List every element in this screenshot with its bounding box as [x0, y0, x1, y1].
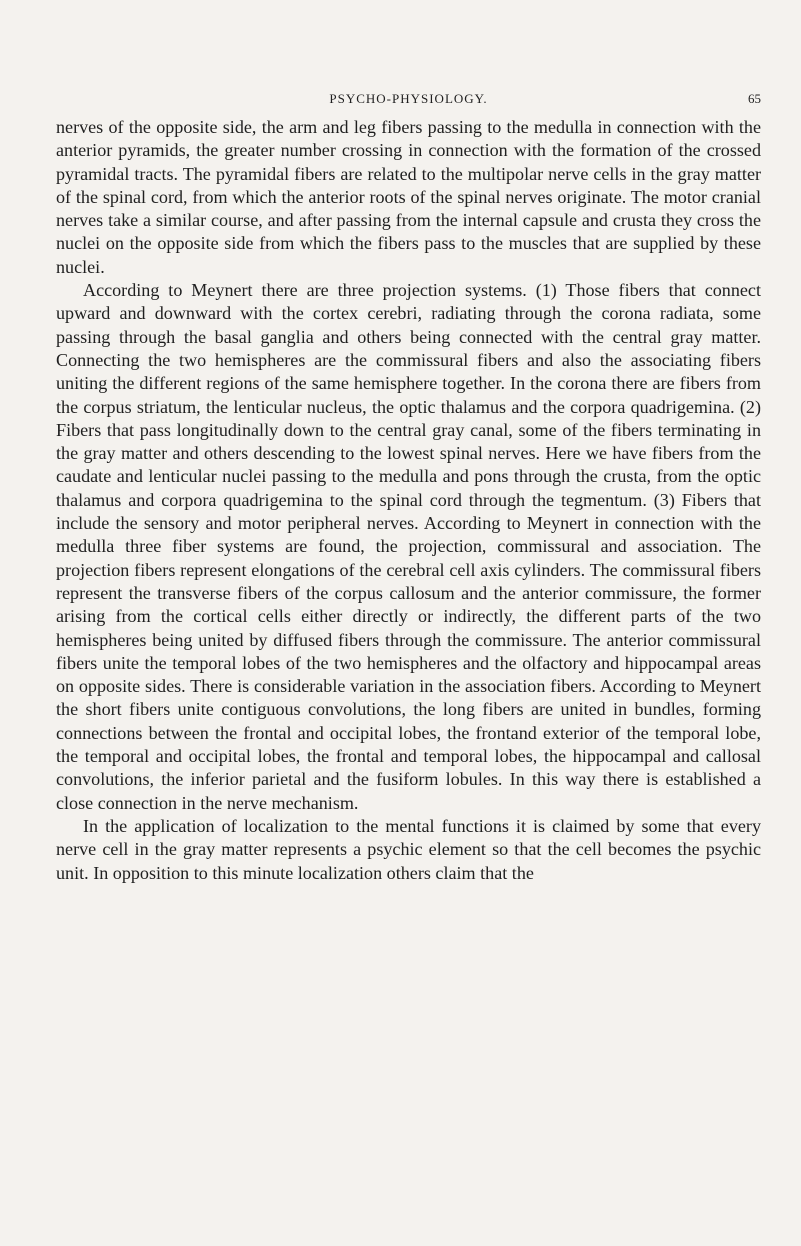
running-title: PSYCHO-PHYSIOLOGY. [329, 91, 488, 106]
paragraph: According to Meynert there are three projection systems. (1) Those fibers that connect upward and downward with the cortex cerebri, radiating through the corona radiata, some passing through the basal ganglia and others being connected with the central gray matter. Connecting the two hemispheres are the commissural fibers and also the associating fibers uniting the different regions of the same hemisphere together. In the corona there are fibers from the corpus striatum, the lenticular nucleus, the optic thalamus and the corpora quadrigemina. (2) Fibers that pass longitudinally down to the central gray canal, some of the fibers terminating in the gray matter and others descending to the lowest spinal nerves. Here we have fibers from the caudate and lenticular nuclei passing to the medulla and pons through the crusta, from the optic thalamus and corpora quadrigemina to the spinal cord through the tegmentum. (3) Fibers that include the sensory and motor peripheral nerves. According to Meynert in connection with the medulla three fiber systems are found, the projection, commissural and association. The projection fibers represent elongations of the cerebral cell axis cylinders. The commissural fibers represent the transverse fibers of the corpus callosum and the anterior commissure, the former arising from the cortical cells either directly or indirectly, the different parts of the two hemispheres being united by diffused fibers through the commissure. The anterior commissural fibers unite the temporal lobes of the two hemispheres and the olfactory and hippocampal areas on opposite sides. There is considerable variation in the association fibers. According to Meynert the short fibers unite contiguous convolutions, the long fibers are united in bundles, forming connections between the frontal and occipital lobes, the frontand exterior of the temporal lobe, the temporal and occipital lobes, the frontal and temporal lobes, the hippocampal and callosal convolutions, the inferior parietal and the fusiform lobules. In this way there is established a close connection in the nerve mechanism. [56, 280, 761, 813]
paragraph: In the application of localization to the mental functions it is claimed by some that every nerve cell in the gray matter represents a psychic element so that the cell becomes the psychic unit. In opposition to this minute localization others claim that the [56, 815, 761, 883]
body-text [56, 116, 761, 885]
page-number: 65 [748, 91, 761, 106]
running-head [56, 91, 761, 109]
paragraph: nerves of the opposite side, the arm and leg fibers passing to the medulla in connection with the anterior pyramids, the greater number crossing in connection with the formation of the crossed pyramidal tracts. The pyramidal fibers are related to the multipolar nerve cells in the gray matter of the spinal cord, from which the anterior roots of the spinal nerves originate. The motor cranial nerves take a similar course, and after passing from the internal capsule and crusta they cross the nuclei on the opposite side from which the fibers pass to the muscles that are supplied by these nuclei. [56, 117, 761, 277]
